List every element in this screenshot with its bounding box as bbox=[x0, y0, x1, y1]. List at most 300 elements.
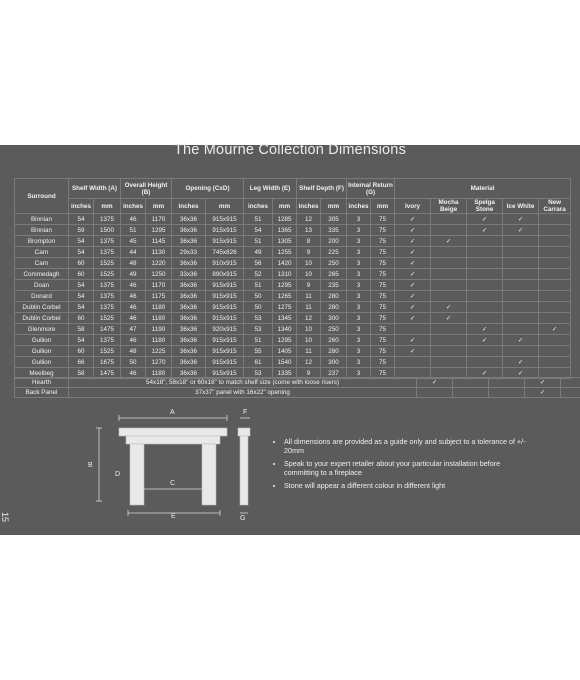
cell-a-mm: 1475 bbox=[94, 368, 121, 379]
cell-a-mm: 1525 bbox=[94, 346, 121, 357]
diagram-label-d: D bbox=[115, 471, 121, 478]
cell-g-mm: 75 bbox=[371, 324, 395, 335]
cell-b-in: 46 bbox=[121, 302, 146, 313]
cell-g-mm: 75 bbox=[371, 247, 395, 258]
material-cell bbox=[503, 313, 539, 324]
cell-g-in: 3 bbox=[347, 236, 371, 247]
cell-g-in: 3 bbox=[347, 335, 371, 346]
material-cell: ✓ bbox=[395, 236, 431, 247]
material-cell bbox=[395, 357, 431, 368]
cell-b-mm: 1180 bbox=[146, 302, 172, 313]
material-cell bbox=[503, 236, 539, 247]
cell-c-mm: 745x826 bbox=[206, 247, 244, 258]
cell-e-mm: 1305 bbox=[273, 236, 297, 247]
material-cell bbox=[539, 258, 571, 269]
material-cell: ✓ bbox=[503, 225, 539, 236]
material-cell: ✓ bbox=[503, 335, 539, 346]
cell-g-in: 3 bbox=[347, 225, 371, 236]
cell-f-in: 10 bbox=[297, 269, 321, 280]
accessory-description: 54x18", 58x18" or 60x18" to match shelf size (come with loose risers) bbox=[69, 378, 417, 388]
cell-a-in: 54 bbox=[69, 335, 94, 346]
note-item: • All dimensions are provided as a guide only and subject to a tolerance of +/- 20mm bbox=[284, 437, 534, 455]
unit-mm: mm bbox=[146, 199, 172, 214]
cell-b-mm: 1250 bbox=[146, 269, 172, 280]
cell-b-mm: 1175 bbox=[146, 291, 172, 302]
cell-b-in: 46 bbox=[121, 368, 146, 379]
cell-c-mm: 915x915 bbox=[206, 368, 244, 379]
header-surround: Surround bbox=[15, 179, 69, 214]
unit-mm: mm bbox=[371, 199, 395, 214]
cell-c-in: 36x36 bbox=[172, 335, 206, 346]
cell-e-in: 53 bbox=[244, 368, 273, 379]
cell-g-mm: 75 bbox=[371, 335, 395, 346]
cell-b-mm: 1180 bbox=[146, 313, 172, 324]
cell-b-mm: 1130 bbox=[146, 247, 172, 258]
cell-b-in: 51 bbox=[121, 225, 146, 236]
cell-f-mm: 250 bbox=[321, 324, 347, 335]
surround-name: Meelbeg bbox=[15, 368, 69, 379]
surround-name: Binnian bbox=[15, 225, 69, 236]
cell-f-mm: 305 bbox=[321, 214, 347, 225]
cell-a-in: 60 bbox=[69, 346, 94, 357]
cell-b-in: 45 bbox=[121, 236, 146, 247]
material-mocha-beige: Mocha Beige bbox=[431, 199, 467, 214]
cell-e-in: 51 bbox=[244, 280, 273, 291]
cell-e-mm: 1335 bbox=[273, 368, 297, 379]
cell-c-mm: 890x915 bbox=[206, 269, 244, 280]
unit-mm: mm bbox=[273, 199, 297, 214]
cell-f-mm: 235 bbox=[321, 280, 347, 291]
material-cell bbox=[539, 335, 571, 346]
notes-list bbox=[274, 437, 534, 494]
material-cell bbox=[539, 225, 571, 236]
cell-f-mm: 280 bbox=[321, 302, 347, 313]
cell-c-mm: 915x915 bbox=[206, 357, 244, 368]
fireplace-front-view bbox=[119, 428, 227, 505]
unit-inches: inches bbox=[69, 199, 94, 214]
cell-g-mm: 75 bbox=[371, 214, 395, 225]
material-cell bbox=[431, 280, 467, 291]
cell-g-mm: 75 bbox=[371, 368, 395, 379]
cell-f-in: 10 bbox=[297, 324, 321, 335]
cell-c-mm: 915x915 bbox=[206, 313, 244, 324]
material-cell bbox=[539, 247, 571, 258]
material-cell bbox=[539, 280, 571, 291]
cell-c-mm: 915x915 bbox=[206, 302, 244, 313]
cell-e-mm: 1285 bbox=[273, 214, 297, 225]
cell-e-in: 51 bbox=[244, 236, 273, 247]
material-cell bbox=[467, 236, 503, 247]
cell-e-in: 50 bbox=[244, 302, 273, 313]
cell-e-mm: 1310 bbox=[273, 269, 297, 280]
material-cell bbox=[431, 335, 467, 346]
note-item: • Stone will appear a different colour in different light bbox=[284, 481, 534, 490]
material-cell bbox=[431, 357, 467, 368]
cell-g-mm: 75 bbox=[371, 346, 395, 357]
material-cell bbox=[503, 258, 539, 269]
cell-b-in: 48 bbox=[121, 258, 146, 269]
cell-b-in: 46 bbox=[121, 335, 146, 346]
table-row bbox=[15, 247, 571, 258]
cell-e-mm: 1295 bbox=[273, 335, 297, 346]
material-cell: ✓ bbox=[467, 214, 503, 225]
surround-name: Gullion bbox=[15, 335, 69, 346]
cell-a-mm: 1525 bbox=[94, 313, 121, 324]
cell-c-in: 36x36 bbox=[172, 236, 206, 247]
cell-f-in: 12 bbox=[297, 214, 321, 225]
dimensions-table bbox=[14, 178, 571, 379]
cell-b-in: 46 bbox=[121, 313, 146, 324]
surround-name: Dublin Corbel bbox=[15, 302, 69, 313]
cell-b-in: 47 bbox=[121, 324, 146, 335]
material-cell: ✓ bbox=[395, 280, 431, 291]
cell-f-mm: 265 bbox=[321, 269, 347, 280]
cell-f-in: 9 bbox=[297, 368, 321, 379]
cell-c-in: 36x36 bbox=[172, 346, 206, 357]
material-cell bbox=[467, 247, 503, 258]
material-cell bbox=[503, 269, 539, 280]
cell-e-in: 53 bbox=[244, 324, 273, 335]
cell-a-mm: 1525 bbox=[94, 258, 121, 269]
cell-b-in: 44 bbox=[121, 247, 146, 258]
cell-c-mm: 910x915 bbox=[206, 258, 244, 269]
cell-e-in: 56 bbox=[244, 258, 273, 269]
table-row bbox=[15, 335, 571, 346]
cell-f-in: 10 bbox=[297, 258, 321, 269]
material-cell: ✓ bbox=[503, 357, 539, 368]
material-cell: ✓ bbox=[395, 302, 431, 313]
material-cell: ✓ bbox=[395, 335, 431, 346]
header-leg-width: Leg Width (E) bbox=[244, 179, 297, 199]
material-cell: ✓ bbox=[395, 291, 431, 302]
material-cell bbox=[467, 291, 503, 302]
material-cell: ✓ bbox=[431, 302, 467, 313]
header-material: Material bbox=[395, 179, 571, 199]
material-cell bbox=[489, 388, 525, 398]
material-cell bbox=[503, 291, 539, 302]
cell-e-in: 61 bbox=[244, 357, 273, 368]
material-cell bbox=[503, 280, 539, 291]
cell-e-in: 53 bbox=[244, 313, 273, 324]
cell-b-mm: 1270 bbox=[146, 357, 172, 368]
material-cell bbox=[395, 324, 431, 335]
surround-name: Binnian bbox=[15, 214, 69, 225]
material-cell bbox=[467, 258, 503, 269]
cell-f-mm: 225 bbox=[321, 247, 347, 258]
cell-e-mm: 1340 bbox=[273, 324, 297, 335]
material-cell bbox=[539, 346, 571, 357]
cell-g-in: 3 bbox=[347, 368, 371, 379]
cell-g-in: 3 bbox=[347, 357, 371, 368]
material-cell: ✓ bbox=[395, 346, 431, 357]
cell-a-mm: 1375 bbox=[94, 236, 121, 247]
cell-e-in: 55 bbox=[244, 346, 273, 357]
header-internal-return: Internal Return (G) bbox=[347, 179, 395, 199]
cell-e-mm: 1345 bbox=[273, 313, 297, 324]
diagram-label-f: F bbox=[243, 409, 248, 416]
unit-inches: inches bbox=[347, 199, 371, 214]
material-cell: ✓ bbox=[395, 313, 431, 324]
material-cell bbox=[561, 388, 580, 398]
unit-inches: inches bbox=[244, 199, 273, 214]
surround-name: Carn bbox=[15, 258, 69, 269]
cell-g-in: 3 bbox=[347, 269, 371, 280]
table-row bbox=[15, 225, 571, 236]
material-cell bbox=[467, 357, 503, 368]
cell-c-mm: 915x915 bbox=[206, 335, 244, 346]
material-cell: ✓ bbox=[539, 324, 571, 335]
cell-b-mm: 1170 bbox=[146, 280, 172, 291]
cell-a-in: 60 bbox=[69, 313, 94, 324]
cell-f-mm: 280 bbox=[321, 346, 347, 357]
material-cell bbox=[503, 324, 539, 335]
cell-c-in: 36x36 bbox=[172, 214, 206, 225]
cell-a-in: 54 bbox=[69, 214, 94, 225]
cell-g-in: 3 bbox=[347, 258, 371, 269]
diagram-label-c: C bbox=[170, 480, 176, 487]
cell-e-mm: 1405 bbox=[273, 346, 297, 357]
material-cell bbox=[467, 280, 503, 291]
cell-c-in: 29x33 bbox=[172, 247, 206, 258]
cell-f-mm: 250 bbox=[321, 258, 347, 269]
material-cell: ✓ bbox=[395, 269, 431, 280]
cell-a-in: 54 bbox=[69, 280, 94, 291]
cell-e-mm: 1295 bbox=[273, 280, 297, 291]
cell-a-mm: 1375 bbox=[94, 302, 121, 313]
surround-name: Gullion bbox=[15, 346, 69, 357]
fireplace-diagram bbox=[82, 409, 267, 527]
cell-g-in: 3 bbox=[347, 280, 371, 291]
surround-name: Glenmore bbox=[15, 324, 69, 335]
material-cell: ✓ bbox=[431, 236, 467, 247]
unit-inches: inches bbox=[297, 199, 321, 214]
material-ivory: Ivory bbox=[395, 199, 431, 214]
cell-c-mm: 915x915 bbox=[206, 346, 244, 357]
material-cell bbox=[489, 378, 525, 388]
dimensions-sheet bbox=[0, 142, 580, 535]
table-subheader-row bbox=[15, 199, 571, 214]
cell-c-mm: 915x915 bbox=[206, 280, 244, 291]
accessory-row bbox=[15, 378, 580, 388]
unit-inches: inches bbox=[121, 199, 146, 214]
table-row bbox=[15, 357, 571, 368]
cell-a-in: 54 bbox=[69, 247, 94, 258]
cell-a-mm: 1375 bbox=[94, 280, 121, 291]
header-shelf-depth: Shelf Depth (F) bbox=[297, 179, 347, 199]
material-cell: ✓ bbox=[525, 378, 561, 388]
cell-e-in: 49 bbox=[244, 247, 273, 258]
material-cell: ✓ bbox=[467, 335, 503, 346]
cell-c-mm: 915x915 bbox=[206, 236, 244, 247]
unit-mm: mm bbox=[94, 199, 121, 214]
cell-a-mm: 1500 bbox=[94, 225, 121, 236]
cell-b-mm: 1170 bbox=[146, 214, 172, 225]
cell-g-mm: 75 bbox=[371, 258, 395, 269]
cell-b-mm: 1180 bbox=[146, 335, 172, 346]
material-cell bbox=[467, 313, 503, 324]
cell-c-in: 36x36 bbox=[172, 280, 206, 291]
material-new-carrara: New Carrara bbox=[539, 199, 571, 214]
cell-b-in: 46 bbox=[121, 280, 146, 291]
cell-a-in: 58 bbox=[69, 324, 94, 335]
material-cell: ✓ bbox=[503, 368, 539, 379]
cell-a-mm: 1475 bbox=[94, 324, 121, 335]
material-cell bbox=[539, 357, 571, 368]
cell-a-mm: 1375 bbox=[94, 291, 121, 302]
diagram-label-b: B bbox=[88, 462, 93, 469]
cell-e-in: 52 bbox=[244, 269, 273, 280]
cell-f-in: 8 bbox=[297, 236, 321, 247]
cell-c-in: 36x36 bbox=[172, 357, 206, 368]
cell-f-in: 9 bbox=[297, 247, 321, 258]
cell-a-in: 54 bbox=[69, 291, 94, 302]
cell-c-mm: 915x915 bbox=[206, 214, 244, 225]
cell-g-in: 3 bbox=[347, 346, 371, 357]
table-row bbox=[15, 302, 571, 313]
cell-b-mm: 1190 bbox=[146, 324, 172, 335]
cell-e-in: 51 bbox=[244, 335, 273, 346]
cell-b-mm: 1295 bbox=[146, 225, 172, 236]
cell-g-in: 3 bbox=[347, 313, 371, 324]
cell-e-mm: 1275 bbox=[273, 302, 297, 313]
cell-f-mm: 237 bbox=[321, 368, 347, 379]
material-cell bbox=[467, 269, 503, 280]
cell-a-mm: 1675 bbox=[94, 357, 121, 368]
diagram-label-g: G bbox=[240, 515, 246, 522]
table-row bbox=[15, 346, 571, 357]
cell-e-in: 54 bbox=[244, 225, 273, 236]
material-cell bbox=[431, 225, 467, 236]
cell-e-mm: 1420 bbox=[273, 258, 297, 269]
material-cell bbox=[467, 346, 503, 357]
cell-g-in: 3 bbox=[347, 324, 371, 335]
material-cell bbox=[453, 378, 489, 388]
table-row bbox=[15, 258, 571, 269]
cell-e-in: 51 bbox=[244, 214, 273, 225]
surround-name: Doan bbox=[15, 280, 69, 291]
cell-f-in: 12 bbox=[297, 357, 321, 368]
table-row bbox=[15, 291, 571, 302]
cell-g-mm: 75 bbox=[371, 291, 395, 302]
material-cell bbox=[539, 302, 571, 313]
cell-f-in: 10 bbox=[297, 335, 321, 346]
cell-b-mm: 1220 bbox=[146, 258, 172, 269]
cell-b-mm: 1225 bbox=[146, 346, 172, 357]
material-cell bbox=[431, 258, 467, 269]
cell-f-in: 11 bbox=[297, 291, 321, 302]
table-row bbox=[15, 269, 571, 280]
cell-c-in: 36x36 bbox=[172, 302, 206, 313]
cell-c-in: 36x36 bbox=[172, 313, 206, 324]
material-cell: ✓ bbox=[467, 368, 503, 379]
surround-name: Commedagh bbox=[15, 269, 69, 280]
cell-e-in: 50 bbox=[244, 291, 273, 302]
cell-c-in: 36x36 bbox=[172, 258, 206, 269]
material-cell bbox=[431, 247, 467, 258]
accessory-row bbox=[15, 388, 580, 398]
cell-f-mm: 335 bbox=[321, 225, 347, 236]
cell-g-mm: 75 bbox=[371, 280, 395, 291]
table-header-row bbox=[15, 179, 571, 199]
cell-b-in: 46 bbox=[121, 214, 146, 225]
cell-f-in: 11 bbox=[297, 346, 321, 357]
cell-c-in: 36x36 bbox=[172, 368, 206, 379]
accessory-description: 37x37" panel with 16x22" opening bbox=[69, 388, 417, 398]
page-number: 15 bbox=[0, 512, 10, 523]
cell-g-in: 3 bbox=[347, 214, 371, 225]
material-cell bbox=[453, 388, 489, 398]
cell-g-mm: 75 bbox=[371, 225, 395, 236]
cell-f-in: 11 bbox=[297, 302, 321, 313]
accessories-table bbox=[14, 377, 580, 398]
material-cell: ✓ bbox=[395, 258, 431, 269]
cell-a-in: 58 bbox=[69, 368, 94, 379]
material-cell: ✓ bbox=[467, 324, 503, 335]
material-spelga-stone: Spelga Stone bbox=[467, 199, 503, 214]
material-cell bbox=[539, 313, 571, 324]
cell-g-in: 3 bbox=[347, 291, 371, 302]
cell-g-in: 3 bbox=[347, 302, 371, 313]
material-cell bbox=[417, 388, 453, 398]
table-row bbox=[15, 280, 571, 291]
cell-a-mm: 1375 bbox=[94, 335, 121, 346]
header-shelf-width: Shelf Width (A) bbox=[69, 179, 121, 199]
cell-g-mm: 75 bbox=[371, 357, 395, 368]
surround-name: Dublin Corbel bbox=[15, 313, 69, 324]
cell-g-mm: 75 bbox=[371, 269, 395, 280]
cell-a-mm: 1375 bbox=[94, 247, 121, 258]
material-cell bbox=[503, 346, 539, 357]
material-cell bbox=[539, 214, 571, 225]
cell-g-mm: 75 bbox=[371, 302, 395, 313]
material-cell bbox=[431, 324, 467, 335]
cell-b-in: 49 bbox=[121, 269, 146, 280]
surround-name: Brompton bbox=[15, 236, 69, 247]
cell-e-mm: 1255 bbox=[273, 247, 297, 258]
cell-e-mm: 1540 bbox=[273, 357, 297, 368]
table-row bbox=[15, 214, 571, 225]
material-cell bbox=[503, 302, 539, 313]
cell-a-mm: 1375 bbox=[94, 214, 121, 225]
cell-c-in: 36x36 bbox=[172, 225, 206, 236]
cell-a-in: 59 bbox=[69, 225, 94, 236]
material-cell: ✓ bbox=[417, 378, 453, 388]
header-opening: Opening (CxD) bbox=[172, 179, 244, 199]
material-cell bbox=[539, 269, 571, 280]
cell-f-mm: 200 bbox=[321, 236, 347, 247]
cell-f-mm: 300 bbox=[321, 357, 347, 368]
cell-a-in: 60 bbox=[69, 258, 94, 269]
cell-c-in: 33x36 bbox=[172, 269, 206, 280]
material-cell bbox=[539, 236, 571, 247]
cell-a-in: 54 bbox=[69, 236, 94, 247]
cell-g-mm: 75 bbox=[371, 236, 395, 247]
page-title: The Mourne Collection Dimensions bbox=[173, 142, 407, 158]
material-cell bbox=[503, 247, 539, 258]
material-cell: ✓ bbox=[503, 214, 539, 225]
cell-c-in: 36x36 bbox=[172, 291, 206, 302]
table-row bbox=[15, 313, 571, 324]
material-cell bbox=[431, 269, 467, 280]
cell-a-in: 66 bbox=[69, 357, 94, 368]
unit-mm: mm bbox=[321, 199, 347, 214]
material-ice-white: Ice White bbox=[503, 199, 539, 214]
diagram-label-a: A bbox=[170, 409, 175, 416]
cell-c-mm: 920x915 bbox=[206, 324, 244, 335]
cell-b-in: 50 bbox=[121, 357, 146, 368]
material-cell bbox=[431, 346, 467, 357]
cell-f-in: 13 bbox=[297, 225, 321, 236]
